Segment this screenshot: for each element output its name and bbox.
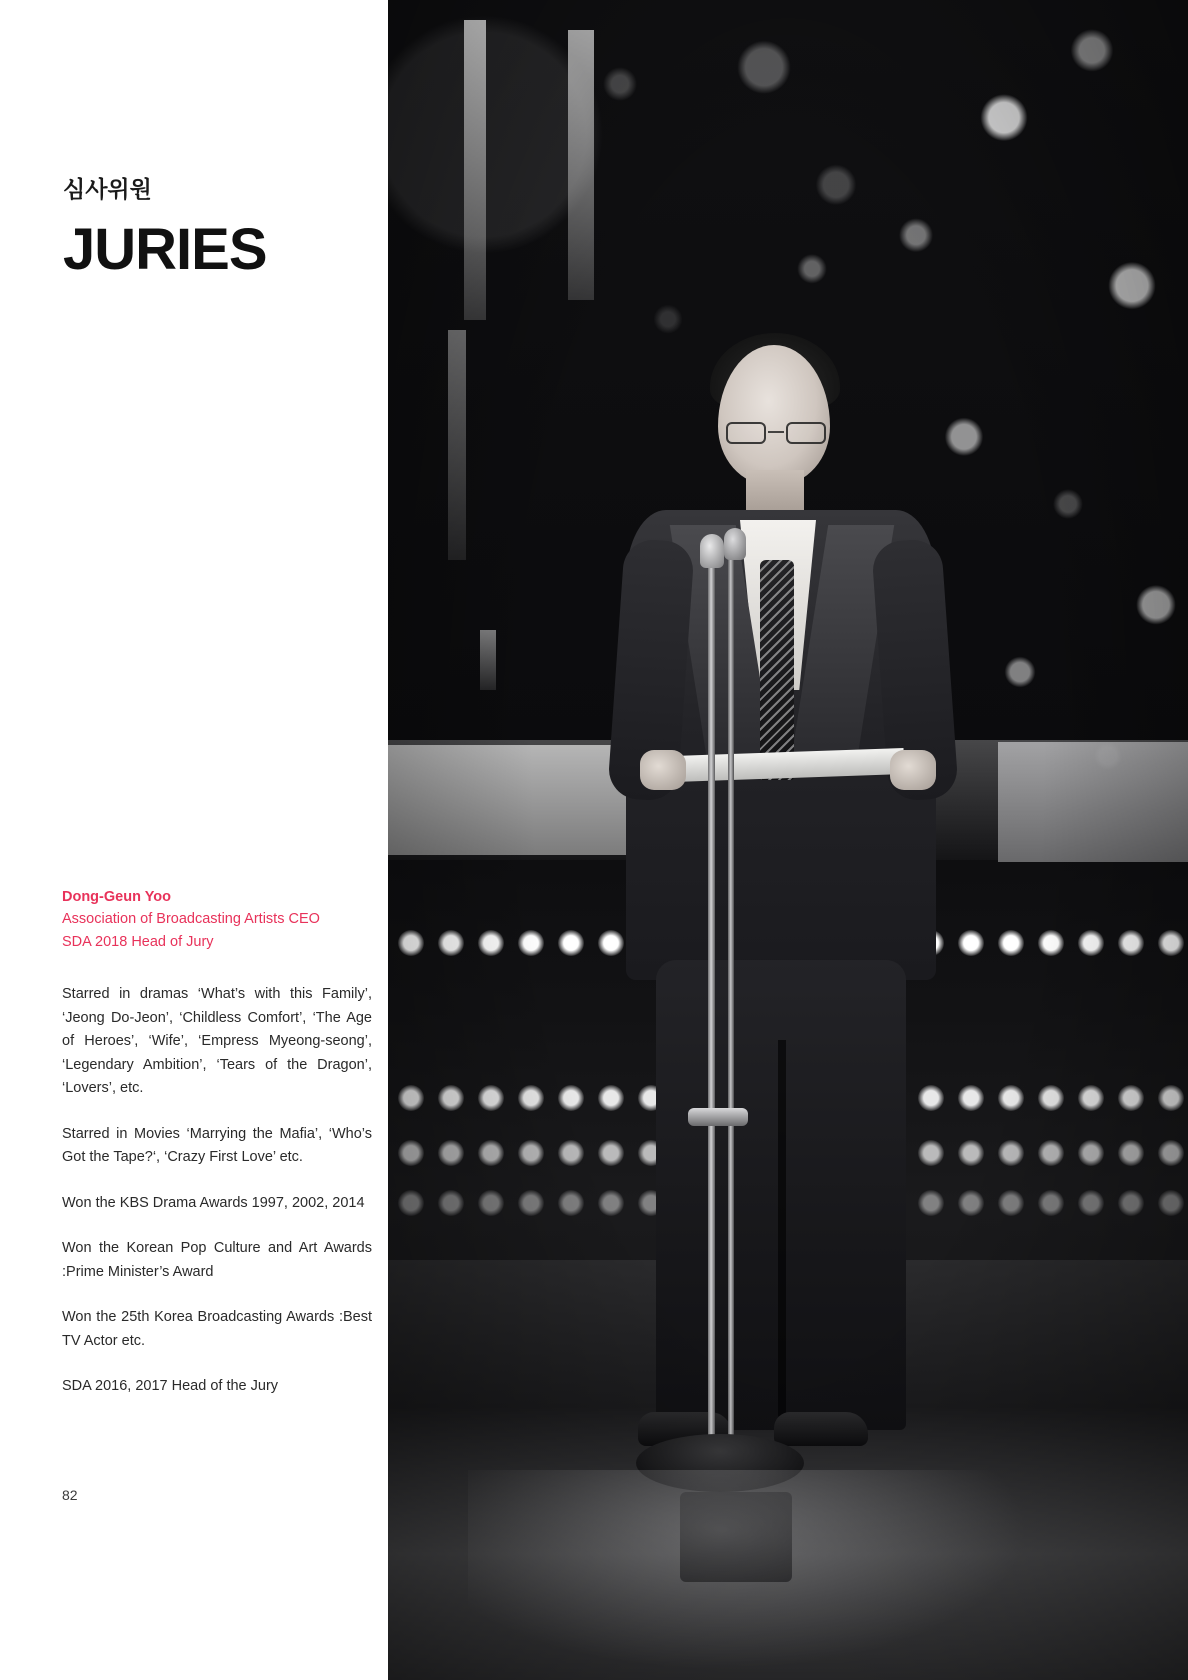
page-title: JURIES	[63, 216, 267, 282]
microphone-stand	[708, 560, 715, 1440]
heading-korean: 심사위원	[63, 176, 152, 202]
page-heading	[63, 176, 383, 282]
credit-paragraph: Starred in Movies ‘Marrying the Mafia’, ‘Who’s Got the Tape?‘, ‘Crazy First Love’ etc.	[62, 1125, 372, 1166]
figure-shoe-right	[774, 1412, 868, 1446]
figure-hand-right	[890, 750, 936, 790]
figure-necktie	[760, 560, 794, 780]
jury-credits	[62, 983, 372, 1398]
microphone-stand	[728, 545, 734, 1435]
credit-paragraph: SDA 2016, 2017 Head of the Jury	[62, 1378, 279, 1395]
jury-role-line-1: Association of Broadcasting Artists CEO	[62, 911, 320, 928]
jury-name: Dong-Geun Yoo	[62, 889, 172, 905]
credit-paragraph: Starred in dramas ‘What’s with this Family’, ‘Jeong Do-Jeon’, ‘Childless Comfort’, ‘The Age of Heroes’, ‘Wife’, ‘Empress Myeong-seong’, ‘Legendary Ambition’, ‘Tears of the Dragon’, ‘Lovers’, etc.	[62, 986, 372, 1097]
figure-hand-left	[640, 750, 686, 790]
jury-photo	[388, 0, 1188, 1680]
microphone-icon	[724, 528, 746, 560]
microphone-clamp	[688, 1108, 748, 1126]
left-text-column	[0, 0, 418, 1680]
microphone-icon	[700, 534, 724, 568]
floor-reflection	[468, 1470, 1028, 1670]
figure-leg-gap	[778, 1040, 786, 1430]
credit-paragraph: Won the Korean Pop Culture and Art Awards :Prime Minister’s Award	[62, 1240, 372, 1280]
speaker-figure	[388, 0, 1188, 1680]
jury-role-line-2: SDA 2018 Head of Jury	[62, 933, 214, 950]
jury-bio	[62, 886, 372, 1399]
credit-paragraph: Won the KBS Drama Awards 1997, 2002, 2014	[62, 1194, 365, 1211]
glasses-icon	[724, 422, 828, 446]
page-number: 82	[62, 1487, 78, 1503]
credit-paragraph: Won the 25th Korea Broadcasting Awards :Best TV Actor etc.	[62, 1309, 372, 1349]
